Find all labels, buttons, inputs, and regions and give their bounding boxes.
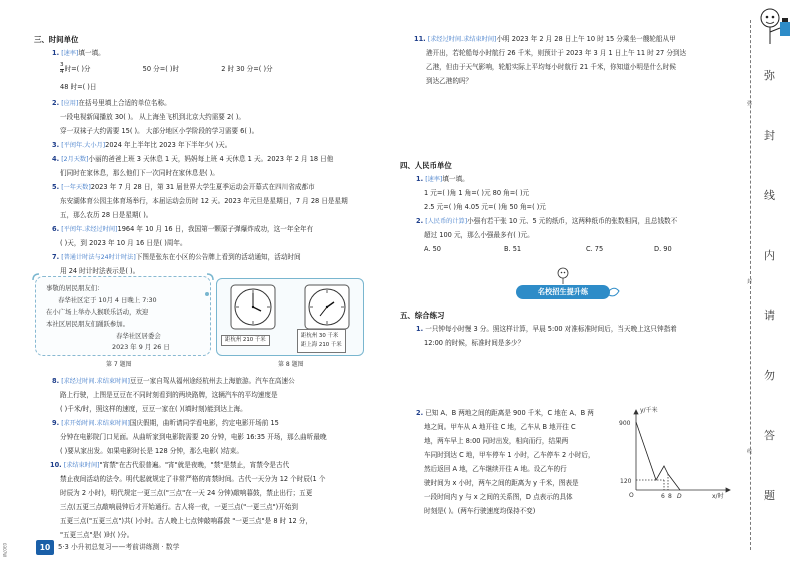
seal-char: 题 — [764, 489, 775, 502]
fraction: $\frac{3}{4}$ — [60, 62, 64, 75]
section-banner: 名校招生提升练 — [516, 285, 610, 299]
question-2: 2. [应用]在括号里填上合适的单位名称。 — [52, 99, 171, 107]
q1-row1: $\frac{3}{4}$ 时=( )分 50 分=( )时 2 时 30 分=( )分 — [60, 62, 273, 75]
section-title-time: 三、时间单位 — [34, 35, 79, 44]
distance-time-graph — [618, 404, 738, 500]
origin-label: O — [629, 492, 634, 499]
seal-mark-small: 弥 — [747, 101, 753, 107]
seal-char: 线 — [764, 189, 775, 202]
q11-line3: 乙港，但由于天气影响，轮船实际上平均每小时航行 21 千米，你知道小明是什么时候 — [426, 63, 676, 71]
question-4: 4. [2月天数]小丽的爸爸上班 3 天休息 1 天，妈妈每上班 4 天休息 1 天。2023 年 2 月 18 日他 — [52, 155, 334, 163]
clocks-figure — [216, 278, 364, 356]
q8-line2: 路上行驶，上图是豆豆在不同时刻看到的两块路牌，这辆汽车的平均速度是 — [60, 391, 278, 399]
q11-line4: 到达乙港的吗？ — [426, 77, 473, 85]
section-title-rmb: 四、人民币单位 — [400, 161, 452, 170]
rmb-question-1: 1. [速率]填一填。 — [416, 175, 469, 183]
notice-line: 在小广场上举办人猴联乐活动，欢迎 — [46, 308, 149, 316]
comp-q2-line5: 然后返回 A 地，乙车继续开往 A 地。设乙车的行 — [424, 465, 567, 473]
comp-q2-line8: 时刻是( )。(两车行驶速度均保持不变) — [424, 507, 536, 515]
q11-line2: 港开出，若轮船每小时航行 26 千米，则预计于 2023 年 3 月 1 日上午 11 时 27 分到达 — [426, 49, 687, 57]
comp-question-1: 1. 一只钟每小时慢 3 分。照这样计算，早晨 5:00 对准标准时间后，当天晚上这只钟指着 — [416, 325, 677, 333]
y-axis-label: y/千米 — [640, 407, 658, 414]
tick-900: 900 — [619, 420, 631, 427]
road-sign-2-line1: 距杭州 30 千米 — [301, 333, 339, 339]
notice-date: 2023 年 9 月 26 日 — [112, 343, 170, 351]
figure-8-caption: 第 8 题图 — [278, 361, 304, 368]
road-sign-2 — [297, 329, 346, 353]
q10-line3: 时辰为 2 小时)，明代规定一更三点("三点"在一天 24 分钟)敲响暮鼓，禁止出行；五更 — [60, 489, 313, 497]
rmb-q1-row1: 1 元=( )角 1 角=( )元 80 角=( )元 — [424, 189, 530, 197]
q10-line5: 五更三点("五更三点")共( )小时。古人晚上七点钟敲响暮鼓 "一更三点"是 8 时 12 分， — [60, 517, 312, 525]
mascot-figure-icon — [756, 4, 796, 54]
page-number: 10 — [36, 540, 54, 555]
tick-8: 8 — [668, 493, 672, 500]
side-code: 0307W — [2, 543, 7, 558]
mascot-icon — [554, 266, 572, 286]
footer — [36, 540, 386, 556]
q1-row2: 48 时=( )日 — [60, 83, 97, 91]
q9-line2: 分钟在电影院门口见面。从曲昕家到电影院需要 20 分钟，电影 16:35 开场，那么曲昕最晚 — [60, 433, 327, 441]
clock-icon — [231, 285, 275, 329]
seal-char: 请 — [764, 309, 775, 322]
question-11: 11. [求经过时间.求结束时间]小明 2023 年 2 月 28 日上午 10 时 15 分乘坐一艘轮船从甲 — [414, 35, 676, 43]
tick-6: 6 — [661, 493, 665, 500]
q10-line6: "五更三点"是( )时( )分。 — [60, 531, 134, 539]
notice-board-decoration — [31, 272, 215, 360]
q9-line3: ( )要从家出发。如果电影时长是 128 分钟，那么电影( )结束。 — [60, 447, 243, 455]
tick-120: 120 — [620, 478, 632, 485]
seal-char: 封 — [764, 129, 775, 142]
comp-q2-line7: 一段时间内 y 与 x 之间的关系图，D 点表示的具体 — [424, 493, 573, 501]
seal-char: 勿 — [764, 369, 775, 382]
comp-q2-line2: 地之间。甲车从 A 地开往 C 地，乙车从 B 地开往 C — [424, 423, 576, 431]
option-a: A. 50 — [424, 245, 441, 253]
point-d-label: D — [677, 493, 682, 500]
road-sign-2-line2: 距上海 210 千米 — [301, 342, 342, 348]
question-8: 8. [求经过时间.求结束时间]豆豆一家自驾从福州途经杭州去上海旅游。汽车在高速公 — [52, 377, 295, 385]
q10-line4: 三点(五更三点敲响晨钟后才开始通行。古人将一夜，一更三点("一更三点")开始到 — [60, 503, 298, 511]
x-axis-arrow — [726, 488, 730, 492]
comp-q1-line2: 12:00 的时候，标准时间是多少？ — [424, 339, 525, 347]
q7-line2: 用 24 时计时法表示是( )。 — [60, 267, 140, 275]
q10-line2: 禁止夜间活动的法令。明代起就规定了非常严格的宵禁时间。古代一天分为 12 个时辰(1 个 — [60, 475, 326, 483]
rmb-q1-row2: 2.5 元=( )角 4.05 元=( )角 50 角=( )元 — [424, 203, 546, 211]
question-3: 3. [平闰年.大小月]2024 年上半年比 2023 年下半年少( )天。 — [52, 141, 232, 149]
notice-greeting: 事敬的居民朋友们： — [46, 284, 104, 292]
figure-7-caption: 第 7 题图 — [106, 361, 132, 368]
seal-char: 内 — [764, 249, 775, 262]
book-title: 5·3 小升初总复习——考前讲练测 · 数学 — [58, 543, 180, 551]
section-title-comprehensive: 五、综合练习 — [400, 311, 445, 320]
notice-line: 春华社区定于 10月 4 日晚上 7:30 — [58, 296, 157, 304]
notice-signature: 春华社区居委会 — [116, 332, 161, 340]
comp-q2-line4: 车同时到达 C 地，甲车停车 1 小时，乙车停车 2 小时后， — [424, 451, 595, 459]
seal-char: 弥 — [764, 69, 775, 82]
clock-faces — [221, 283, 361, 331]
option-d: D. 90 — [654, 245, 672, 253]
notice-line: 本社区居民朋友们踊跃参加。 — [46, 320, 130, 328]
question-10: 10. [求结束时间]"宵禁"在古代很普遍。"宵"就是夜晚，"禁"是禁止，宵禁令是古代 — [50, 461, 290, 469]
option-b: B. 51 — [504, 245, 522, 253]
comp-question-2: 2. 已知 A、B 两地之间的距离是 900 千米，C 地在 A、B 两 — [416, 409, 594, 417]
comp-q2-line6: 驶时间为 x 小时，两车之间的距离为 y 千米，图表是 — [424, 479, 579, 487]
question-9: 9. [求开始时间.求结束时间]国庆假期，曲昕请同学看电影，约定电影开场前 15 — [52, 419, 279, 427]
q8-line3: ( )千米/时，照这样的速度，豆豆一家在( )(填时刻)能到达上海。 — [60, 405, 247, 413]
seal-line — [750, 20, 751, 550]
road-sign-1: 距杭州 210 千米 — [221, 335, 270, 346]
question-6: 6. [平闰年.求经过时间]1964 年 10 月 16 日，我国第一颗原子弹爆炸成功，这一年全年有 — [52, 225, 314, 233]
q6-line2: ( )天，到 2023 年 10 月 16 日是( )周年。 — [60, 239, 187, 247]
q2-row1: 一段电视新闻播放 30( )。 从上海坐飞机到北京大约需要 2( )。 — [60, 113, 246, 121]
x-axis-label: x/时 — [712, 493, 724, 500]
seal-char: 答 — [764, 429, 775, 442]
seal-mark-small: 封 — [747, 279, 753, 285]
comp-q2-line3: 地，两车早上 8:00 同时出发，相向而行，结果两 — [424, 437, 569, 445]
rmb-question-2: 2. [人民币的计算]小强有若干张 10 元、5 元的纸币，这两种纸币的张数相同，且总钱数不 — [416, 217, 678, 225]
question-1: 1. [速率]填一填。 — [52, 49, 105, 57]
q5-line2: 东安湖体育公园主体育场举行，本届运动会历时 12 天。2023 年元旦是星期日，7 月 28 日是星期 — [60, 197, 348, 205]
q2-row2: 穿一双袜子大约需要 15( )。 大部分地区小学阶段的学习需要 6( )。 — [60, 127, 259, 135]
clock-icon — [305, 285, 349, 329]
seal-mark-small: 线 — [747, 449, 753, 455]
question-7: 7. [普通计时法与24时计时法]下图是张东在小区的公告牌上看到的活动通知，活动时间 — [52, 253, 301, 261]
y-axis-arrow — [634, 410, 638, 414]
option-c: C. 75 — [586, 245, 604, 253]
banner-swirl-icon — [606, 283, 622, 301]
q5-line3: 五，那么农历 28 日是星期( )。 — [60, 211, 153, 219]
question-5: 5. [一年天数]2023 年 7 月 28 日，第 31 届世界大学生夏季运动会开幕式在四川省成都市 — [52, 183, 315, 191]
rmb-q2-line2: 超过 100 元，那么小强最多有( )元。 — [424, 231, 534, 239]
q4-line2: 们同时在家休息，那么他们下一次同时在家休息是( )。 — [60, 169, 219, 177]
